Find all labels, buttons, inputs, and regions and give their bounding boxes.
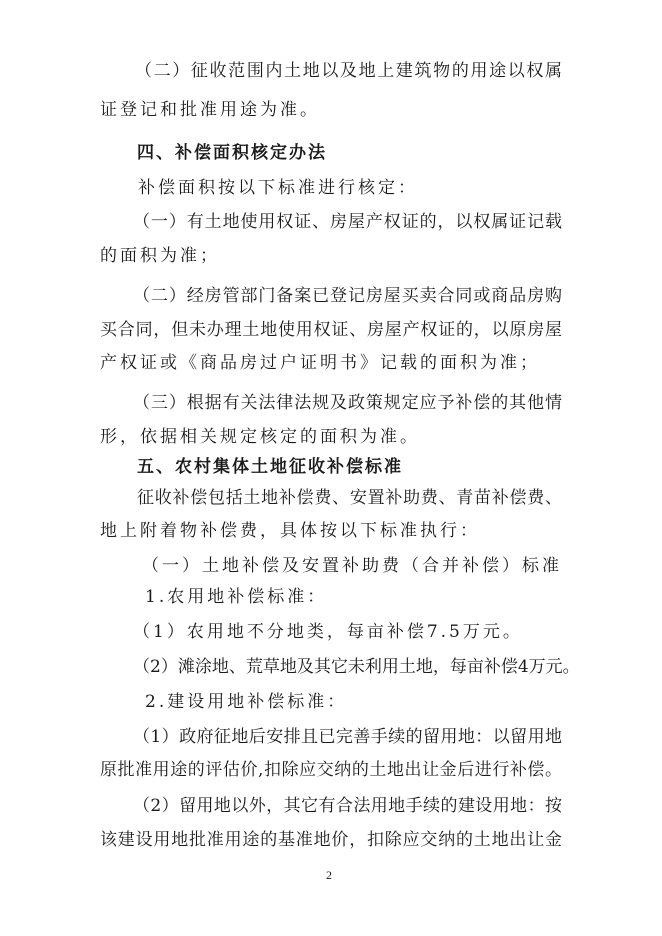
paragraph-line: 的面积为准； — [100, 246, 220, 266]
paragraph-line: （二）经房管部门备案已登记房屋买卖合同或商品房购 — [133, 286, 562, 306]
paragraph-line: 形，依据相关规定核定的面积为准。 — [100, 427, 420, 447]
paragraph-line: （2）留用地以外，其它有合法用地手续的建设用地：按 — [133, 796, 562, 816]
paragraph-line: 1.农用地补偿标准： — [145, 587, 328, 607]
paragraph-line: 原批准用途的评估价,扣除应交纳的土地出让金后进行补偿。 — [100, 760, 562, 780]
paragraph-line: （2）滩涂地、荒草地及其它未利用土地，每亩补偿4万元。 — [133, 657, 580, 677]
section-heading: 五、农村集体土地征收补偿标准 — [137, 457, 403, 477]
page-number: 2 — [326, 868, 332, 882]
paragraph-line: 地上附着物补偿费，具体按以下标准执行： — [100, 521, 480, 541]
paragraph-line: 征收补偿包括土地补偿费、安置补助费、青苗补偿费、 — [137, 488, 562, 508]
paragraph-line: 证登记和批准用途为准。 — [100, 100, 320, 120]
paragraph-line: （1）政府征地后安排且已完善手续的留用地：以留用地 — [133, 727, 562, 747]
paragraph-line: 该建设用地批准用途的基准地价，扣除应交纳的土地出让金 — [100, 830, 562, 850]
paragraph-line: （二）征收范围内土地以及地上建筑物的用途以权属 — [135, 61, 562, 81]
subsection-heading: （一）土地补偿及安置补助费（合并补偿）标准 — [142, 556, 562, 576]
section-heading: 四、补偿面积核定办法 — [137, 143, 327, 163]
paragraph-line: 买合同，但未办理土地使用权证、房屋产权证的，以原房屋 — [100, 320, 562, 340]
paragraph-line: （三）根据有关法律法规及政策规定应予补偿的其他情 — [133, 393, 562, 413]
paragraph-line: （1）农用地不分地类，每亩补偿7.5万元。 — [133, 622, 523, 642]
paragraph-line: 2.建设用地补偿标准： — [145, 692, 348, 712]
paragraph-line: 产权证或《商品房过户证明书》记载的面积为准； — [100, 353, 540, 373]
paragraph-line: （一）有土地使用权证、房屋产权证的，以权属证记载 — [133, 212, 562, 232]
paragraph-line: 补偿面积按以下标准进行核定： — [138, 178, 418, 198]
